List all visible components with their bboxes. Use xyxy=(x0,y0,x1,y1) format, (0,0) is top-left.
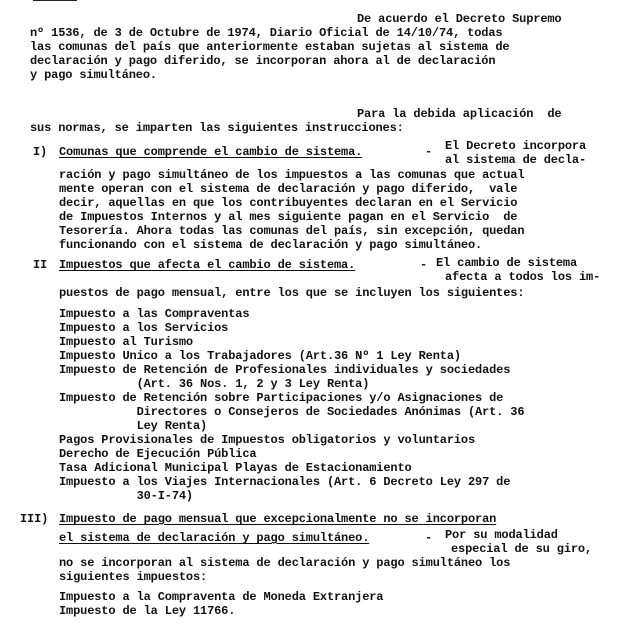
tax-list-item: Pagos Provisionales de Impuestos obligatorios y voluntarios xyxy=(59,433,476,447)
tax-list-item: Ley Renta) xyxy=(59,419,208,433)
section-1-body-line: decir, aquellas en que los contribuyentes declaran en el Servicio xyxy=(59,196,518,210)
section-3-body-line: no se incorporan al sistema de declaración y pago simultáneo los xyxy=(59,556,511,570)
intro-line: nº 1536, de 3 de Octubre de 1974, Diario Oficial de 14/10/74, todas xyxy=(30,26,503,40)
section-2-body-line: puestos de pago mensual, entre los que se incluyen los siguientes: xyxy=(59,286,525,300)
tax-list-item: Impuesto al Turismo xyxy=(59,335,193,349)
intro-line: De acuerdo el Decreto Supremo xyxy=(357,12,562,26)
tax-list-item: (Art. 36 Nos. 1, 2 y 3 Ley Renta) xyxy=(59,377,370,391)
section-3-head-line: Por su modalidad xyxy=(445,528,558,542)
intro-line: las comunas del país que anteriormente estaban sujetas al sistema de xyxy=(30,40,510,54)
section-1-head-line: El Decreto incorpora xyxy=(445,139,587,153)
section-1-body-line: funcionando con el sistema de declaración y pago simultáneo. xyxy=(59,238,483,252)
section-1-body-line: Tesorería. Ahora todas las comunas del país, sin excepción, quedan xyxy=(59,224,525,238)
tax-list-item: Impuesto a las Compraventas xyxy=(59,307,250,321)
preamble-line: sus normas, se imparten las siguientes instrucciones: xyxy=(30,121,404,135)
section-3-dash: - xyxy=(425,531,433,545)
section-1-heading: Comunas que comprende el cambio de sistema. xyxy=(59,145,363,159)
section-2-heading: Impuestos que afecta el cambio de sistema. xyxy=(59,258,356,272)
section-2-head-line: afecta a todos los im- xyxy=(445,270,601,284)
section-1-body-line: ración y pago simultáneo de los impuestos a las comunas que actual xyxy=(59,168,525,182)
preamble-line: Para la debida aplicación de xyxy=(357,107,562,121)
tax-list-item: Impuesto Unico a los Trabajadores (Art.36 Nº 1 Ley Renta) xyxy=(59,349,461,363)
section-1-head-line: al sistema de decla- xyxy=(445,153,587,167)
section-2-head-line: El cambio de sistema xyxy=(436,256,578,270)
tax-list-item: 30-I-74) xyxy=(59,489,193,503)
intro-line: y pago simultáneo. xyxy=(30,68,157,82)
section-1-dash: - xyxy=(425,145,433,159)
top-rule-fragment xyxy=(33,0,77,1)
intro-line: declaración y pago diferido, se incorporan ahora al de declaración xyxy=(30,54,496,68)
section-1-body-line: de Impuestos Internos y al mes siguiente pagan en el Servicio de xyxy=(59,210,518,224)
tax-list-item: Impuesto de Retención de Profesionales individuales y sociedades xyxy=(59,363,511,377)
tax-list-item: Tasa Adicional Municipal Playas de Estacionamiento xyxy=(59,461,412,475)
section-1-number: I) xyxy=(33,145,48,159)
tax-list-item: Directores o Consejeros de Sociedades Anónimas (Art. 36 xyxy=(59,405,525,419)
tax-list-item: Impuesto de Retención sobre Participaciones y/o Asignaciones de xyxy=(59,391,504,405)
tax-list-item: Impuesto a los Viajes Internacionales (Art. 6 Decreto Ley 297 de xyxy=(59,475,511,489)
tax-list-item: Impuesto a los Servicios xyxy=(59,321,229,335)
section-3-number: III) xyxy=(20,512,49,526)
section-3-heading: el sistema de declaración y pago simultáneo. xyxy=(59,531,370,545)
section-3-head-line: especial de su giro, xyxy=(451,542,593,556)
section-2-number: II xyxy=(33,258,48,272)
section-3-body-line: siguientes impuestos: xyxy=(59,570,208,584)
section-3-heading: Impuesto de pago mensual que excepcionalmente no se incorporan xyxy=(59,512,497,526)
excluded-tax-item: Impuesto de la Ley 11766. xyxy=(59,604,236,618)
section-2-dash: - xyxy=(420,258,428,272)
tax-list-item: Derecho de Ejecución Pública xyxy=(59,447,257,461)
section-1-body-line: mente operan con el sistema de declaración y pago diferido, vale xyxy=(59,182,518,196)
excluded-tax-item: Impuesto a la Compraventa de Moneda Extranjera xyxy=(59,590,384,604)
